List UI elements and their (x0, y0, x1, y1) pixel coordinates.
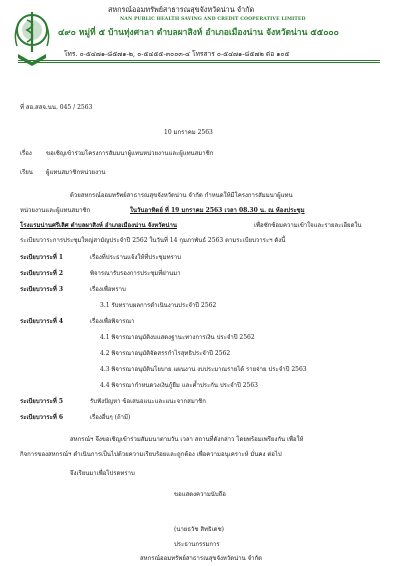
signer-title: ประธานกรรมการ (174, 541, 220, 548)
agenda-label: ระเบียบวาระที่ 1 (20, 254, 64, 261)
meeting-venue: โรงแรมน่านศรีเลิศ ตำบลผาสิงห์ อำเภอเมืองน่าน จังหวัดน่าน (20, 222, 177, 229)
agenda-item: เรื่องที่ประธานแจ้งให้ที่ประชุมทราบ (90, 254, 181, 261)
salutation: ขอแสดงความนับถือ (174, 491, 226, 498)
org-phone: โทร. ๐-๕๔๗๑-๘๕๗๑-๒, ๐-๕๔๕๕-๓๐๐๓-๔ โทรสาร ๐-๕๔๗๑-๘๕๗๒ ต่อ ๑๐๕ (64, 50, 290, 58)
intro-line-4: ระเบียบวาระการประชุมใหญ่สามัญประจำปี 2562 ในวันที่ 14 กุมภาพันธ์ 2563 ตามระเบียบวาระฯ ดังนี้ (20, 237, 286, 244)
agenda-subitem: 4.1 พิจารณาอนุมัติงบแสดงฐานะทางการเงิน ประจำปี 2562 (100, 334, 255, 341)
agenda-subitem: 3.1 รับทราบผลการดำเนินงานประจำปี 2562 (100, 302, 217, 309)
intro-line-2-prefix: หน่วยงานและผู้แทนสมาชิก (20, 207, 91, 214)
org-name-thai: สหกรณ์ออมทรัพย์สาธารณสุขจังหวัดน่าน จำกัด (108, 5, 255, 14)
agenda-label: ระเบียบวาระที่ 6 (20, 414, 64, 421)
agenda-label: ระเบียบวาระที่ 3 (20, 286, 64, 293)
subject-text: ขอเชิญเข้าร่วมโครงการสัมมนาผู้แทนหน่วยงานและผู้แทนสมาชิก (46, 150, 214, 157)
agenda-item: เรื่องเพื่อทราบ (90, 286, 126, 293)
org-name-english: NAN PUBLIC HEALTH SAVING AND CREDIT COOPERATIVE LIMITED (120, 17, 306, 22)
intro-line-1: ด้วยสหกรณ์ออมทรัพย์สาธารณสุขจังหวัดน่าน จำกัด กำหนดให้มีโครงการสัมมนาผู้แทน (70, 192, 293, 199)
agenda-label: ระเบียบวาระที่ 5 (20, 398, 64, 405)
letter-date: 10 มกราคม 2563 (164, 129, 213, 136)
closing-para-line-2: กิจการของสหกรณ์ฯ ดำเนินการเป็นไปด้วยความเรียบร้อยและถูกต้อง เพื่อความอนุเคราะห์ มั่นคง ต่อไป (20, 451, 282, 458)
agenda-item: เรื่องอื่นๆ (ถ้ามี) (90, 414, 131, 421)
agenda-subitem: 4.2 พิจารณาอนุมัติจัดสรรกำไรสุทธิประจำปี 2562 (100, 350, 231, 357)
header-divider-secondary (18, 62, 380, 63)
closing-para-line-1: สหกรณ์ฯ จึงขอเชิญเข้าร่วมสัมมนาตามวัน เวลา สถานที่ดังกล่าว โดยพร้อมเพรียงกัน เพื่อให้ (70, 436, 304, 443)
recipient-text: ผู้แทนสมาชิกหน่วยงาน (46, 169, 106, 176)
agenda-subitem: 4.4 พิจารณากำหนดวงเงินกู้ยืม และค้ำประกัน ประจำปี 2563 (100, 382, 258, 389)
reference-number: ที่ สอ.สสจ.นน. 045 / 2563 (20, 104, 93, 111)
agenda-subitem: 4.3 พิจารณาอนุมัตินโยบาย แผนงาน งบประมาณรายได้ รายจ่าย ประจำปี 2563 (100, 366, 307, 373)
subject-label: เรื่อง (20, 150, 32, 157)
agenda-item: รับฟังปัญหา ข้อเสนอแนะและแนะจากสมาชิก (90, 398, 206, 405)
agenda-label: ระเบียบวาระที่ 2 (20, 270, 64, 277)
agenda-label: ระเบียบวาระที่ 4 (20, 318, 64, 325)
closing-request: จึงเรียนมาเพื่อโปรดทราบ (70, 470, 135, 477)
org-address: ๔๙๐ หมู่ที่ ๕ บ้านทุ่งศาลา ตำบลผาสิงห์ อำเภอเมืองน่าน จังหวัดน่าน ๕๕๐๐๐ (58, 28, 339, 38)
intro-line-3-suffix: เพื่อซักซ้อมความเข้าใจและรายละเอียดใน (254, 222, 362, 229)
header-divider (18, 60, 380, 61)
agenda-item: เรื่องเพื่อพิจารณา (90, 318, 135, 325)
meeting-datetime: ในวันอาทิตย์ ที่ 19 มกราคม 2563 เวลา 08.30 น. ณ ห้องประชุม (130, 207, 305, 214)
signer-organization: สหกรณ์ออมทรัพย์สาธารณสุขจังหวัดน่าน จำกัด (140, 555, 263, 562)
agenda-item: พิจารณารับรองการประชุมที่ผ่านมา (90, 270, 181, 277)
signer-name: (นายธวัช สิทธิเดช) (174, 526, 224, 533)
recipient-label: เรียน (20, 169, 33, 176)
